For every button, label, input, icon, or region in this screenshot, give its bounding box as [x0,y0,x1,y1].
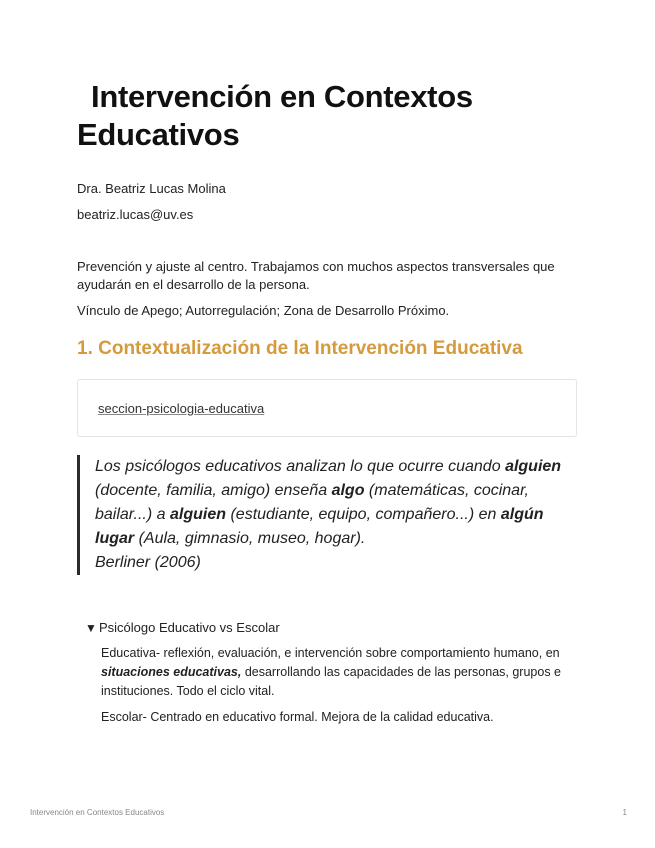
footer-title: Intervención en Contextos Educativos [30,808,165,817]
emphasis-text: situaciones educativas, [101,665,242,679]
triangle-down-icon[interactable]: ▼ [85,621,97,635]
quote-bold: algún lugar [95,506,544,547]
intro-paragraph: Prevención y ajuste al centro. Trabajamos con muchos aspectos transversales que ayudarán en el desarrollo de la persona. [77,259,555,292]
quote-block [77,455,577,575]
toggle-paragraph: Escolar- Centrado en educativo formal. Mejora de la calidad educativa. [101,710,494,724]
toggle-content [101,644,571,727]
toggle-label: Psicólogo Educativo vs Escolar [99,620,280,635]
keywords-paragraph: Vínculo de Apego; Autorregulación; Zona de Desarrollo Próximo. [77,303,450,318]
toggle-header[interactable] [85,619,575,637]
bookmark-link[interactable]: seccion-psicologia-educativa [98,401,265,416]
author-name: Dra. Beatriz Lucas Molina [77,181,226,196]
bookmark-block[interactable] [77,379,577,437]
quote-bold: algo [331,482,365,499]
page-number: 1 [622,808,627,817]
toggle-block [85,619,575,734]
toggle-paragraph: Educativa- reflexión, evaluación, e intervención sobre comportamiento humano, en situaciones educativas, desarrollando las capacidades de las personas, grupos e instituciones. Todo el ciclo vital. [101,646,561,698]
quote-citation: Berliner (2006) [95,554,201,571]
quote-text: Los psicólogos educativos analizan lo que ocurre cuando alguien (docente, familia, amigo) enseña algo (matemáticas, cocinar, bailar...) a alguien (estudiante, equipo, compañero...) en algún lugar (Aula, gimnasio, museo, hogar). [95,458,562,547]
quote-bold: alguien [170,506,227,523]
section-heading: 1. Contextualización de la Intervención Educativa [77,338,523,359]
quote-bold: alguien [505,458,562,475]
page-title: Intervención en Contextos Educativos [77,79,473,152]
author-email: beatriz.lucas@uv.es [77,207,194,222]
